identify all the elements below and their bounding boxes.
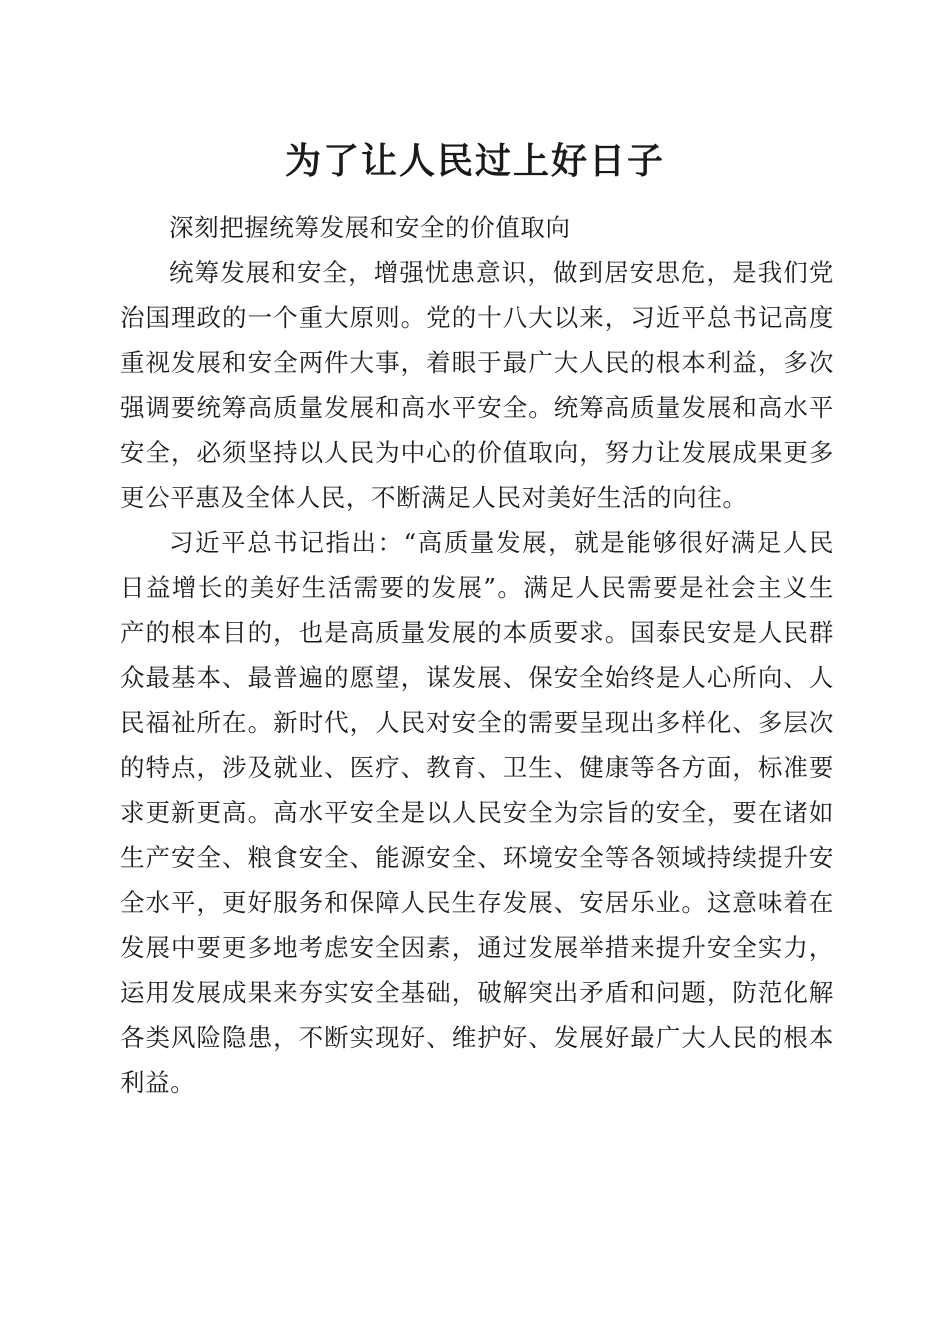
page-title: 为了让人民过上好日子 xyxy=(284,140,665,182)
paragraph-1: 统筹发展和安全，增强忧患意识，做到居安思危，是我们党治国理政的一个重大原则。党的十八大以来，习近平总书记高度重视发展和安全两件大事，着眼于最广大人民的根本利益，多次强调要统筹高质量发展和高水平安全。统筹高质量发展和高水平安全，必须坚持以人民为中心的价值取向，努力让发展成果更多更公平惠及全体人民，不断满足人民对美好生活的向往。 xyxy=(120,258,834,512)
section-subheading: 深刻把握统筹发展和安全的价值取向 xyxy=(169,213,571,242)
document-body xyxy=(120,205,834,1105)
paragraph-2: 习近平总书记指出：“高质量发展，就是能够很好满足人民日益增长的美好生活需要的发展”。满足人民需要是社会主义生产的根本目的，也是高质量发展的本质要求。国泰民安是人民群众最基本、最普遍的愿望，谋发展、保安全始终是人心所向、人民福祉所在。新时代，人民对安全的需要呈现出多样化、多层次的特点，涉及就业、医疗、教育、卫生、健康等各方面，标准要求更新更高。高水平安全是以人民安全为宗旨的安全，要在诸如生产安全、粮食安全、能源安全、环境安全等各领域持续提升安全水平，更好服务和保障人民生存发展、安居乐业。这意味着在发展中要更多地考虑安全因素，通过发展举措来提升安全实力，运用发展成果来夯实安全基础，破解突出矛盾和问题，防范化解各类风险隐患，不断实现好、维护好、发展好最广大人民的根本利益。 xyxy=(120,528,834,1097)
